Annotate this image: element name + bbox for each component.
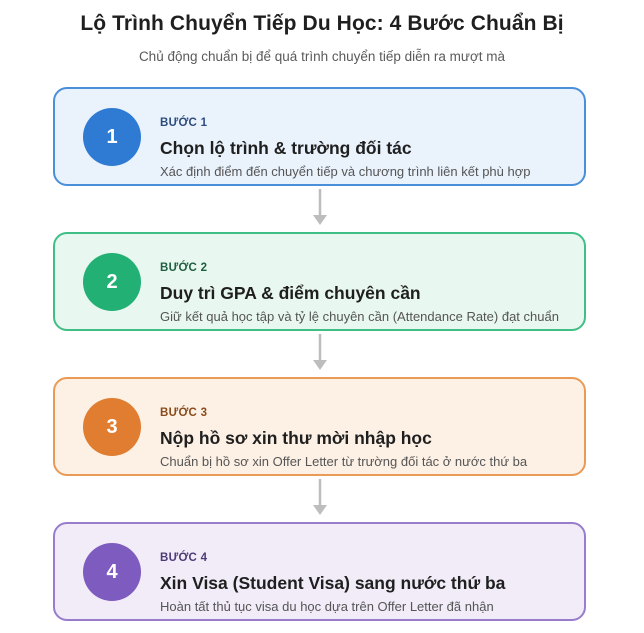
step-description-1: Xác định điểm đến chuyển tiếp và chương trình liên kết phù hợp	[160, 164, 531, 179]
step-title-4: Xin Visa (Student Visa) sang nước thứ ba	[160, 573, 506, 593]
step-card-4	[53, 522, 586, 621]
step-description-3: Chuẩn bị hồ sơ xin Offer Letter từ trường đối tác ở nước thứ ba	[160, 454, 528, 469]
diagram-title: Lộ Trình Chuyển Tiếp Du Học: 4 Bước Chuẩn Bị	[80, 12, 564, 35]
step-card-2	[53, 232, 586, 331]
step-label-1: BƯỚC 1	[160, 117, 208, 129]
step-label-4: BƯỚC 4	[160, 552, 208, 564]
connector-arrow-icon-3	[310, 477, 330, 519]
step-number-badge-3: 3	[83, 398, 141, 456]
step-number-badge-4: 4	[83, 543, 141, 601]
step-description-4: Hoàn tất thủ tục visa du học dựa trên Offer Letter đã nhận	[160, 599, 494, 614]
step-label-2: BƯỚC 2	[160, 262, 208, 274]
step-card-3	[53, 377, 586, 476]
step-title-1: Chọn lộ trình & trường đối tác	[160, 138, 412, 158]
diagram-subtitle: Chủ động chuẩn bị để quá trình chuyển tiếp diễn ra mượt mà	[138, 49, 506, 64]
step-title-2: Duy trì GPA & điểm chuyên cần	[160, 283, 421, 303]
connector-arrow-icon-1	[310, 187, 330, 229]
step-title-3: Nộp hồ sơ xin thư mời nhập học	[160, 428, 432, 448]
step-number-badge-2: 2	[83, 253, 141, 311]
step-number-badge-1: 1	[83, 108, 141, 166]
connector-arrow-icon-2	[310, 332, 330, 374]
step-card-1	[53, 87, 586, 186]
step-label-3: BƯỚC 3	[160, 407, 208, 419]
step-description-2: Giữ kết quả học tập và tỷ lệ chuyên cần (Attendance Rate) đạt chuẩn	[160, 309, 559, 324]
